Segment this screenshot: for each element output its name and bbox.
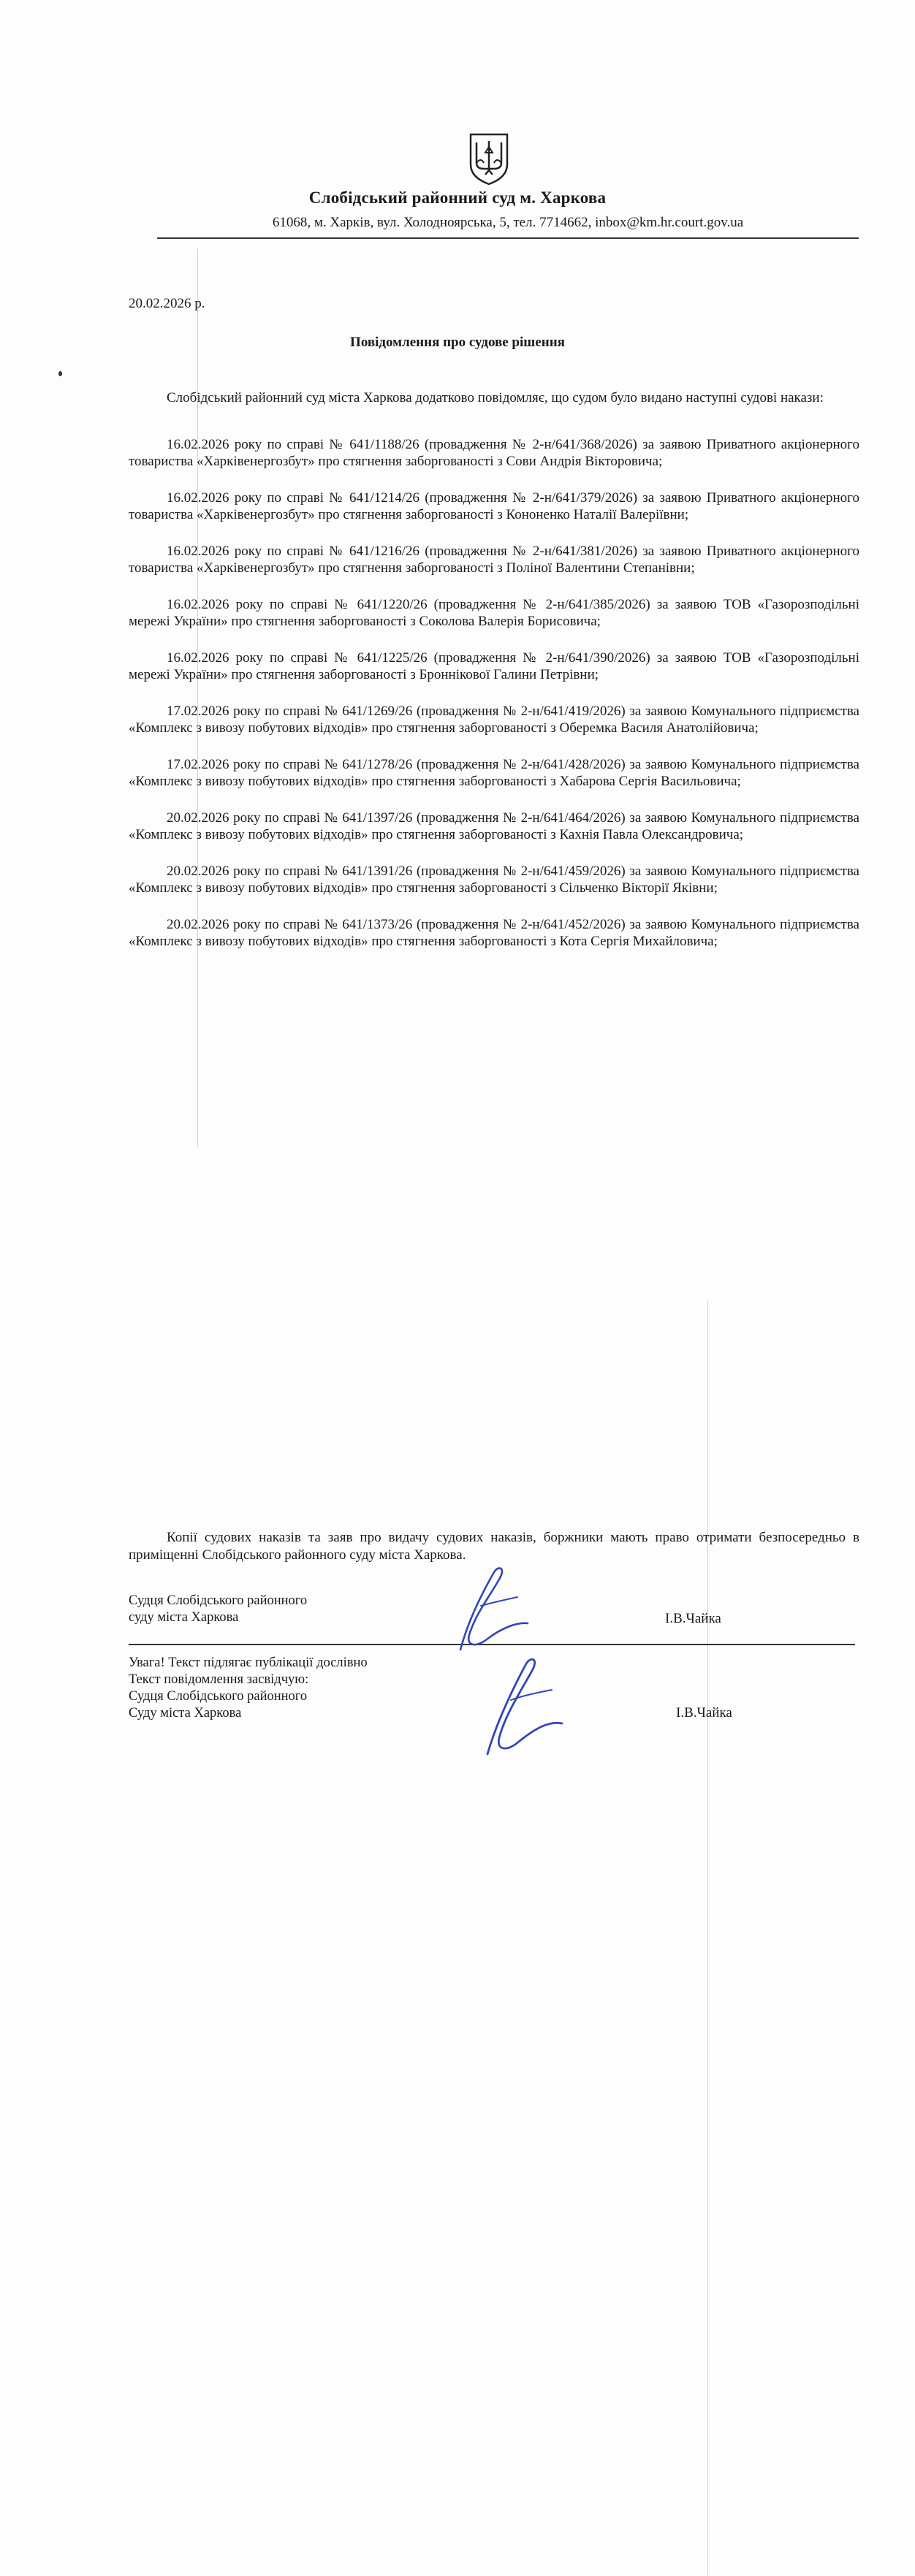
judge-signature-block (129, 1593, 307, 1626)
court-order-item: 16.02.2026 року по справі № 641/1214/26 (провадження № 2-н/641/379/2026) за заявою Приватного акціонерного товариства «Харківенергозбут» про стягнення заборгованості з Кононенко Наталії Валеріївни; (129, 490, 859, 522)
document-date: 20.02.2026 р. (129, 296, 205, 311)
judge-court-line: суду міста Харкова (129, 1610, 239, 1625)
certification-text: Текст повідомлення засвідчую: (129, 1672, 309, 1687)
court-order-item: 17.02.2026 року по справі № 641/1269/26 (провадження № 2-н/641/419/2026) за заявою Комунального підприємства «Комплекс з вивозу побутових відходів» про стягнення заборгованості з Оберемка Василя Анатолійовича; (129, 704, 859, 736)
certification-judge-name: І.В.Чайка (676, 1705, 732, 1720)
intro-paragraph: Слобідський районний суд міста Харкова додатково повідомляє, що судом було видано наступні судові накази: (167, 390, 824, 405)
court-order-item: 16.02.2026 року по справі № 641/1188/26 (провадження № 2-н/641/368/2026) за заявою Приватного акціонерного товариства «Харківенергозбут» про стягнення заборгованості з Сови Андрія Вікторовича; (129, 437, 859, 469)
court-order-item: 17.02.2026 року по справі № 641/1278/26 (провадження № 2-н/641/428/2026) за заявою Комунального підприємства «Комплекс з вивозу побутових відходів» про стягнення заборгованості з Хабарова Сергія Васильовича; (129, 757, 859, 789)
document-title: Повідомлення про судове рішення (350, 335, 565, 350)
court-order-item: 16.02.2026 року по справі № 641/1216/26 (провадження № 2-н/641/381/2026) за заявою Приватного акціонерного товариства «Харківенергозбут» про стягнення заборгованості з Поліної Валентини Степанівни; (129, 544, 859, 576)
handwritten-signature-icon (446, 1563, 534, 1658)
certification-block (129, 1655, 368, 1722)
court-order-item: 20.02.2026 року по справі № 641/1373/26 (провадження № 2-н/641/452/2026) за заявою Комунального підприємства «Комплекс з вивозу побутових відходів» про стягнення заборгованості з Кота Сергія Михайловича; (129, 917, 859, 949)
footer-note: Копії судових наказів та заяв про видачу судових наказів, боржники мають право отримати безпосередньо в приміщенні Слобідського районного суду міста Харкова. (129, 1530, 859, 1563)
certification-signature-icon (471, 1647, 566, 1764)
trident-coat-of-arms-icon (468, 132, 510, 186)
court-order-item: 16.02.2026 року по справі № 641/1225/26 (провадження № 2-н/641/390/2026) за заявою ТОВ «Газорозподільні мережі України» про стягнення заборгованості з Броннікової Галини Петрівни; (129, 650, 859, 682)
scan-fold-line-bottom (707, 1300, 708, 2576)
scan-speck (58, 371, 62, 376)
court-order-item: 20.02.2026 року по справі № 641/1391/26 (провадження № 2-н/641/459/2026) за заявою Комунального підприємства «Комплекс з вивозу побутових відходів» про стягнення заборгованості з Сільченко Вікторії Яківни; (129, 864, 859, 896)
certification-court-line: Суду міста Харкова (129, 1706, 242, 1720)
court-order-item: 16.02.2026 року по справі № 641/1220/26 (провадження № 2-н/641/385/2026) за заявою ТОВ «Газорозподільні мережі України» про стягнення заборгованості з Соколова Валерія Борисовича; (129, 597, 859, 629)
judge-title-line: Судця Слобідського районного (129, 1593, 308, 1608)
court-name: Слобідський районний суд м. Харкова (308, 188, 607, 207)
court-order-item: 20.02.2026 року по справі № 641/1397/26 (провадження № 2-н/641/464/2026) за заявою Комунального підприємства «Комплекс з вивозу побутових відходів» про стягнення заборгованості з Кахнія Павла Олександровича; (129, 810, 859, 842)
certification-judge-title: Судця Слобідського районного (129, 1689, 308, 1704)
publication-notice: Увага! Текст підлягає публікації дослівно (129, 1655, 368, 1670)
court-address: 61068, м. Харків, вул. Холодноярська, 5, тел. 7714662, inbox@km.hr.court.gov.ua (272, 215, 744, 230)
judge-name: І.В.Чайка (665, 1611, 721, 1626)
header-divider (157, 237, 859, 239)
court-orders-list (129, 436, 859, 969)
